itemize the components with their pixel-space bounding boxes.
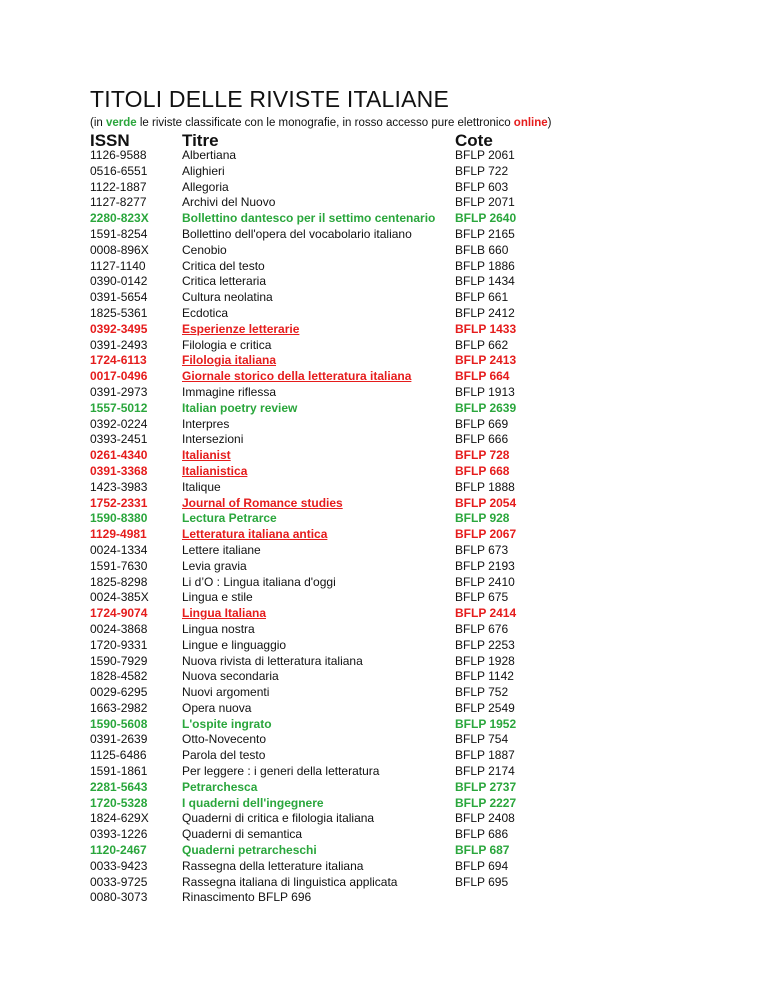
table-row — [0, 164, 768, 180]
title-cell: Nuova rivista di letteratura italiana — [182, 653, 363, 668]
table-row — [0, 780, 768, 796]
title-cell: Nuova secondaria — [182, 669, 279, 684]
issn-cell: 1828-4582 — [90, 669, 148, 684]
title-cell: Opera nuova — [182, 700, 252, 715]
title-cell: I quaderni dell'ingegnere — [182, 795, 324, 810]
issn-cell: 1825-8298 — [90, 574, 148, 589]
issn-cell: 1663-2982 — [90, 700, 148, 715]
issn-cell: 0393-2451 — [90, 432, 148, 447]
cote-cell: BFLP 1952 — [455, 716, 517, 731]
cote-cell: BFLP 666 — [455, 432, 509, 447]
title-cell: Italian poetry review — [182, 400, 298, 415]
cote-cell: BFLP 2193 — [455, 558, 515, 573]
cote-cell: BFLP 673 — [455, 542, 509, 557]
title-cell: Bollettino dantesco per il settimo centenario — [182, 211, 436, 226]
table-row — [0, 353, 768, 369]
page-title: TITOLI DELLE RIVISTE ITALIANE — [90, 86, 449, 112]
cote-cell: BFLP 695 — [455, 874, 509, 889]
table-row — [0, 875, 768, 891]
issn-cell: 1720-5328 — [90, 795, 148, 810]
title-cell: Cenobio — [182, 242, 227, 257]
issn-cell: 1122-1887 — [90, 179, 147, 194]
page-subtitle — [90, 117, 552, 129]
table-row — [0, 748, 768, 764]
title-cell: Rassegna italiana di linguistica applicata — [182, 874, 398, 889]
title-cell: Lettere italiane — [182, 542, 261, 557]
table-row — [0, 306, 768, 322]
title-cell: Bollettino dell'opera del vocabolario italiano — [182, 226, 412, 241]
title-cell: Li d’O : Lingua italiana d'oggi — [182, 574, 336, 589]
title-cell[interactable]: Lingua Italiana — [182, 606, 267, 621]
table-row — [0, 796, 768, 812]
cote-cell: BFLP 1913 — [455, 384, 515, 399]
title-cell: Albertiana — [182, 148, 237, 162]
issn-cell: 0391-2493 — [90, 337, 148, 352]
issn-cell: 0516-6551 — [90, 163, 148, 178]
cote-cell: BFLP 2413 — [455, 353, 517, 368]
table-row — [0, 701, 768, 717]
issn-cell: 0024-1334 — [90, 542, 148, 557]
table-row — [0, 622, 768, 638]
cote-cell: BFLP 1886 — [455, 258, 515, 273]
table-row — [0, 195, 768, 211]
cote-cell: BFLP 1928 — [455, 653, 515, 668]
table-row — [0, 417, 768, 433]
subtitle-green-word: verde — [105, 117, 137, 129]
issn-cell: 1127-8277 — [90, 195, 147, 210]
table-row — [0, 322, 768, 338]
issn-cell: 0024-3868 — [90, 621, 148, 636]
table-row — [0, 606, 768, 622]
header-titre: Titre — [182, 131, 219, 150]
table-row — [0, 448, 768, 464]
issn-cell: 1591-8254 — [90, 226, 148, 241]
journal-table — [0, 148, 768, 906]
issn-cell: 1591-7630 — [90, 558, 148, 573]
title-cell: Filologia e critica — [182, 337, 272, 352]
cote-cell: BFLP 2412 — [455, 305, 515, 320]
table-row — [0, 527, 768, 543]
issn-cell: 1724-9074 — [90, 606, 148, 621]
title-cell: Interpres — [182, 416, 230, 431]
cote-cell: BFLP 661 — [455, 290, 509, 305]
subtitle-part-1: (in — [90, 117, 106, 129]
cote-cell: BFLP 2067 — [455, 527, 517, 542]
table-row — [0, 638, 768, 654]
table-row — [0, 590, 768, 606]
title-cell: Lingua e stile — [182, 590, 253, 605]
issn-cell: 1129-4981 — [90, 527, 147, 542]
table-row — [0, 669, 768, 685]
title-cell: Nuovi argomenti — [182, 685, 270, 700]
title-cell: Archivi del Nuovo — [182, 195, 276, 210]
cote-cell: BFLP 728 — [455, 448, 510, 463]
table-row — [0, 369, 768, 385]
title-cell[interactable]: Filologia italiana — [182, 353, 277, 368]
title-cell[interactable]: Letteratura italiana antica — [182, 527, 328, 542]
title-cell: Critica letteraria — [182, 274, 267, 289]
issn-cell: 0392-0224 — [90, 416, 148, 431]
table-row — [0, 654, 768, 670]
issn-cell: 0017-0496 — [90, 369, 148, 384]
cote-cell: BFLP 2061 — [455, 148, 515, 162]
cote-cell: BFLP 664 — [455, 369, 510, 384]
issn-cell: 1724-6113 — [90, 353, 147, 368]
table-row — [0, 764, 768, 780]
table-row — [0, 401, 768, 417]
cote-cell: BFLP 662 — [455, 337, 509, 352]
cote-cell: BFLP 1433 — [455, 321, 517, 336]
issn-cell: 1824-629X — [90, 811, 149, 826]
cote-cell: BFLP 2227 — [455, 795, 517, 810]
title-cell: Lingua nostra — [182, 621, 255, 636]
table-row — [0, 259, 768, 275]
cote-cell: BFLP 1434 — [455, 274, 515, 289]
title-cell: Quaderni di critica e filologia italiana — [182, 811, 375, 826]
title-cell: Levia gravia — [182, 558, 247, 573]
table-row — [0, 732, 768, 748]
issn-cell: 1825-5361 — [90, 305, 148, 320]
cote-cell: BFLP 2639 — [455, 400, 517, 415]
title-cell: Cultura neolatina — [182, 290, 273, 305]
cote-cell: BFLP 1142 — [455, 669, 514, 684]
cote-cell: BFLB 660 — [455, 242, 509, 257]
header-issn: ISSN — [90, 131, 130, 150]
issn-cell: 1590-7929 — [90, 653, 148, 668]
issn-cell: 1557-5012 — [90, 400, 148, 415]
issn-cell: 0393-1226 — [90, 827, 148, 842]
title-cell[interactable]: Italianistica — [182, 463, 248, 478]
cote-cell: BFLP 754 — [455, 732, 509, 747]
issn-cell: 0033-9423 — [90, 858, 148, 873]
title-cell: Per leggere : i generi della letteratura — [182, 764, 380, 779]
cote-cell: BFLP 669 — [455, 416, 509, 431]
table-row — [0, 432, 768, 448]
issn-cell: 2281-5643 — [90, 779, 148, 794]
title-cell: Quaderni di semantica — [182, 827, 303, 842]
table-row — [0, 227, 768, 243]
issn-cell: 0029-6295 — [90, 685, 148, 700]
cote-cell: BFLP 2640 — [455, 211, 517, 226]
table-row — [0, 464, 768, 480]
cote-cell: BFLP 2549 — [455, 700, 515, 715]
title-cell[interactable]: Journal of Romance studies — [182, 495, 343, 510]
table-row — [0, 859, 768, 875]
table-row — [0, 180, 768, 196]
cote-cell: BFLP 2414 — [455, 606, 517, 621]
cote-cell: BFLP 2071 — [455, 195, 515, 210]
issn-cell: 0391-3368 — [90, 463, 148, 478]
issn-cell: 1126-9588 — [90, 148, 147, 162]
table-row — [0, 685, 768, 701]
table-row — [0, 575, 768, 591]
issn-cell: 1423-3983 — [90, 479, 148, 494]
cote-cell: BFLP 676 — [455, 621, 509, 636]
issn-cell: 1590-5608 — [90, 716, 148, 731]
issn-cell: 0391-5654 — [90, 290, 148, 305]
cote-cell: BFLP 1887 — [455, 748, 515, 763]
subtitle-part-2: le riviste classificate con le monografie, in rosso accesso pure elettronico — [136, 117, 514, 129]
issn-cell: 1590-8380 — [90, 511, 148, 526]
cote-cell: BFLP 694 — [455, 858, 509, 873]
table-row — [0, 148, 768, 164]
title-cell: Alighieri — [182, 163, 225, 178]
table-row — [0, 211, 768, 227]
title-cell[interactable]: Italianist — [182, 448, 231, 463]
title-cell: Rinascimento BFLP 696 — [182, 890, 312, 905]
title-cell[interactable]: Esperienze letterarie — [182, 321, 300, 336]
cote-cell: BFLP 2165 — [455, 226, 515, 241]
title-cell: Petrarchesca — [182, 779, 258, 794]
cote-cell: BFLP 675 — [455, 590, 509, 605]
cote-cell: BFLP 2737 — [455, 779, 517, 794]
cote-cell: BFLP 1888 — [455, 479, 515, 494]
issn-cell: 1127-1140 — [90, 258, 146, 273]
table-row — [0, 274, 768, 290]
cote-cell: BFLP 2054 — [455, 495, 517, 510]
cote-cell: BFLP 603 — [455, 179, 509, 194]
issn-cell: 1120-2467 — [90, 843, 147, 858]
cote-cell: BFLP 2408 — [455, 811, 515, 826]
table-row — [0, 385, 768, 401]
cote-cell: BFLP 752 — [455, 685, 509, 700]
table-row — [0, 338, 768, 354]
title-cell: L'ospite ingrato — [182, 716, 272, 731]
issn-cell: 0391-2639 — [90, 732, 148, 747]
cote-cell: BFLP 687 — [455, 843, 510, 858]
issn-cell: 0392-3495 — [90, 321, 148, 336]
table-row — [0, 890, 768, 906]
cote-cell: BFLP 686 — [455, 827, 509, 842]
title-cell: Parola del testo — [182, 748, 266, 763]
issn-cell: 0391-2973 — [90, 384, 148, 399]
issn-cell: 2280-823X — [90, 211, 149, 226]
issn-cell: 1720-9331 — [90, 637, 148, 652]
subtitle-red-word: online — [513, 117, 548, 129]
title-cell: Otto-Novecento — [182, 732, 267, 747]
issn-cell: 0033-9725 — [90, 874, 148, 889]
issn-cell: 0390-0142 — [90, 274, 148, 289]
title-cell[interactable]: Giornale storico della letteratura italiana — [182, 369, 412, 384]
title-cell: Lingue e linguaggio — [182, 637, 287, 652]
table-row — [0, 717, 768, 733]
issn-cell: 1591-1861 — [90, 764, 148, 779]
issn-cell: 1125-6486 — [90, 748, 147, 763]
title-cell: Rassegna della letterature italiana — [182, 858, 364, 873]
header-cote: Cote — [455, 131, 493, 150]
title-cell: Quaderni petrarcheschi — [182, 843, 317, 858]
table-row — [0, 290, 768, 306]
table-row — [0, 827, 768, 843]
title-cell: Intersezioni — [182, 432, 244, 447]
cote-cell: BFLP 928 — [455, 511, 510, 526]
title-cell: Italique — [182, 479, 221, 494]
cote-cell: BFLP 2253 — [455, 637, 515, 652]
title-cell: Immagine riflessa — [182, 384, 277, 399]
subtitle-part-3: ) — [547, 117, 552, 129]
cote-cell: BFLP 2174 — [455, 764, 515, 779]
cote-cell: BFLP 2410 — [455, 574, 515, 589]
cote-cell: BFLP 722 — [455, 163, 509, 178]
table-row — [0, 843, 768, 859]
issn-cell: 1752-2331 — [90, 495, 148, 510]
title-cell: Lectura Petrarce — [182, 511, 277, 526]
issn-cell: 0080-3073 — [90, 890, 148, 905]
table-row — [0, 511, 768, 527]
issn-cell: 0024-385X — [90, 590, 149, 605]
table-row — [0, 543, 768, 559]
title-cell: Allegoria — [182, 179, 229, 194]
issn-cell: 0261-4340 — [90, 448, 148, 463]
title-cell: Ecdotica — [182, 305, 229, 320]
title-cell: Critica del testo — [182, 258, 265, 273]
table-row — [0, 811, 768, 827]
table-row — [0, 480, 768, 496]
cote-cell: BFLP 668 — [455, 463, 510, 478]
table-row — [0, 559, 768, 575]
table-row — [0, 496, 768, 512]
table-row — [0, 243, 768, 259]
issn-cell: 0008-896X — [90, 242, 149, 257]
